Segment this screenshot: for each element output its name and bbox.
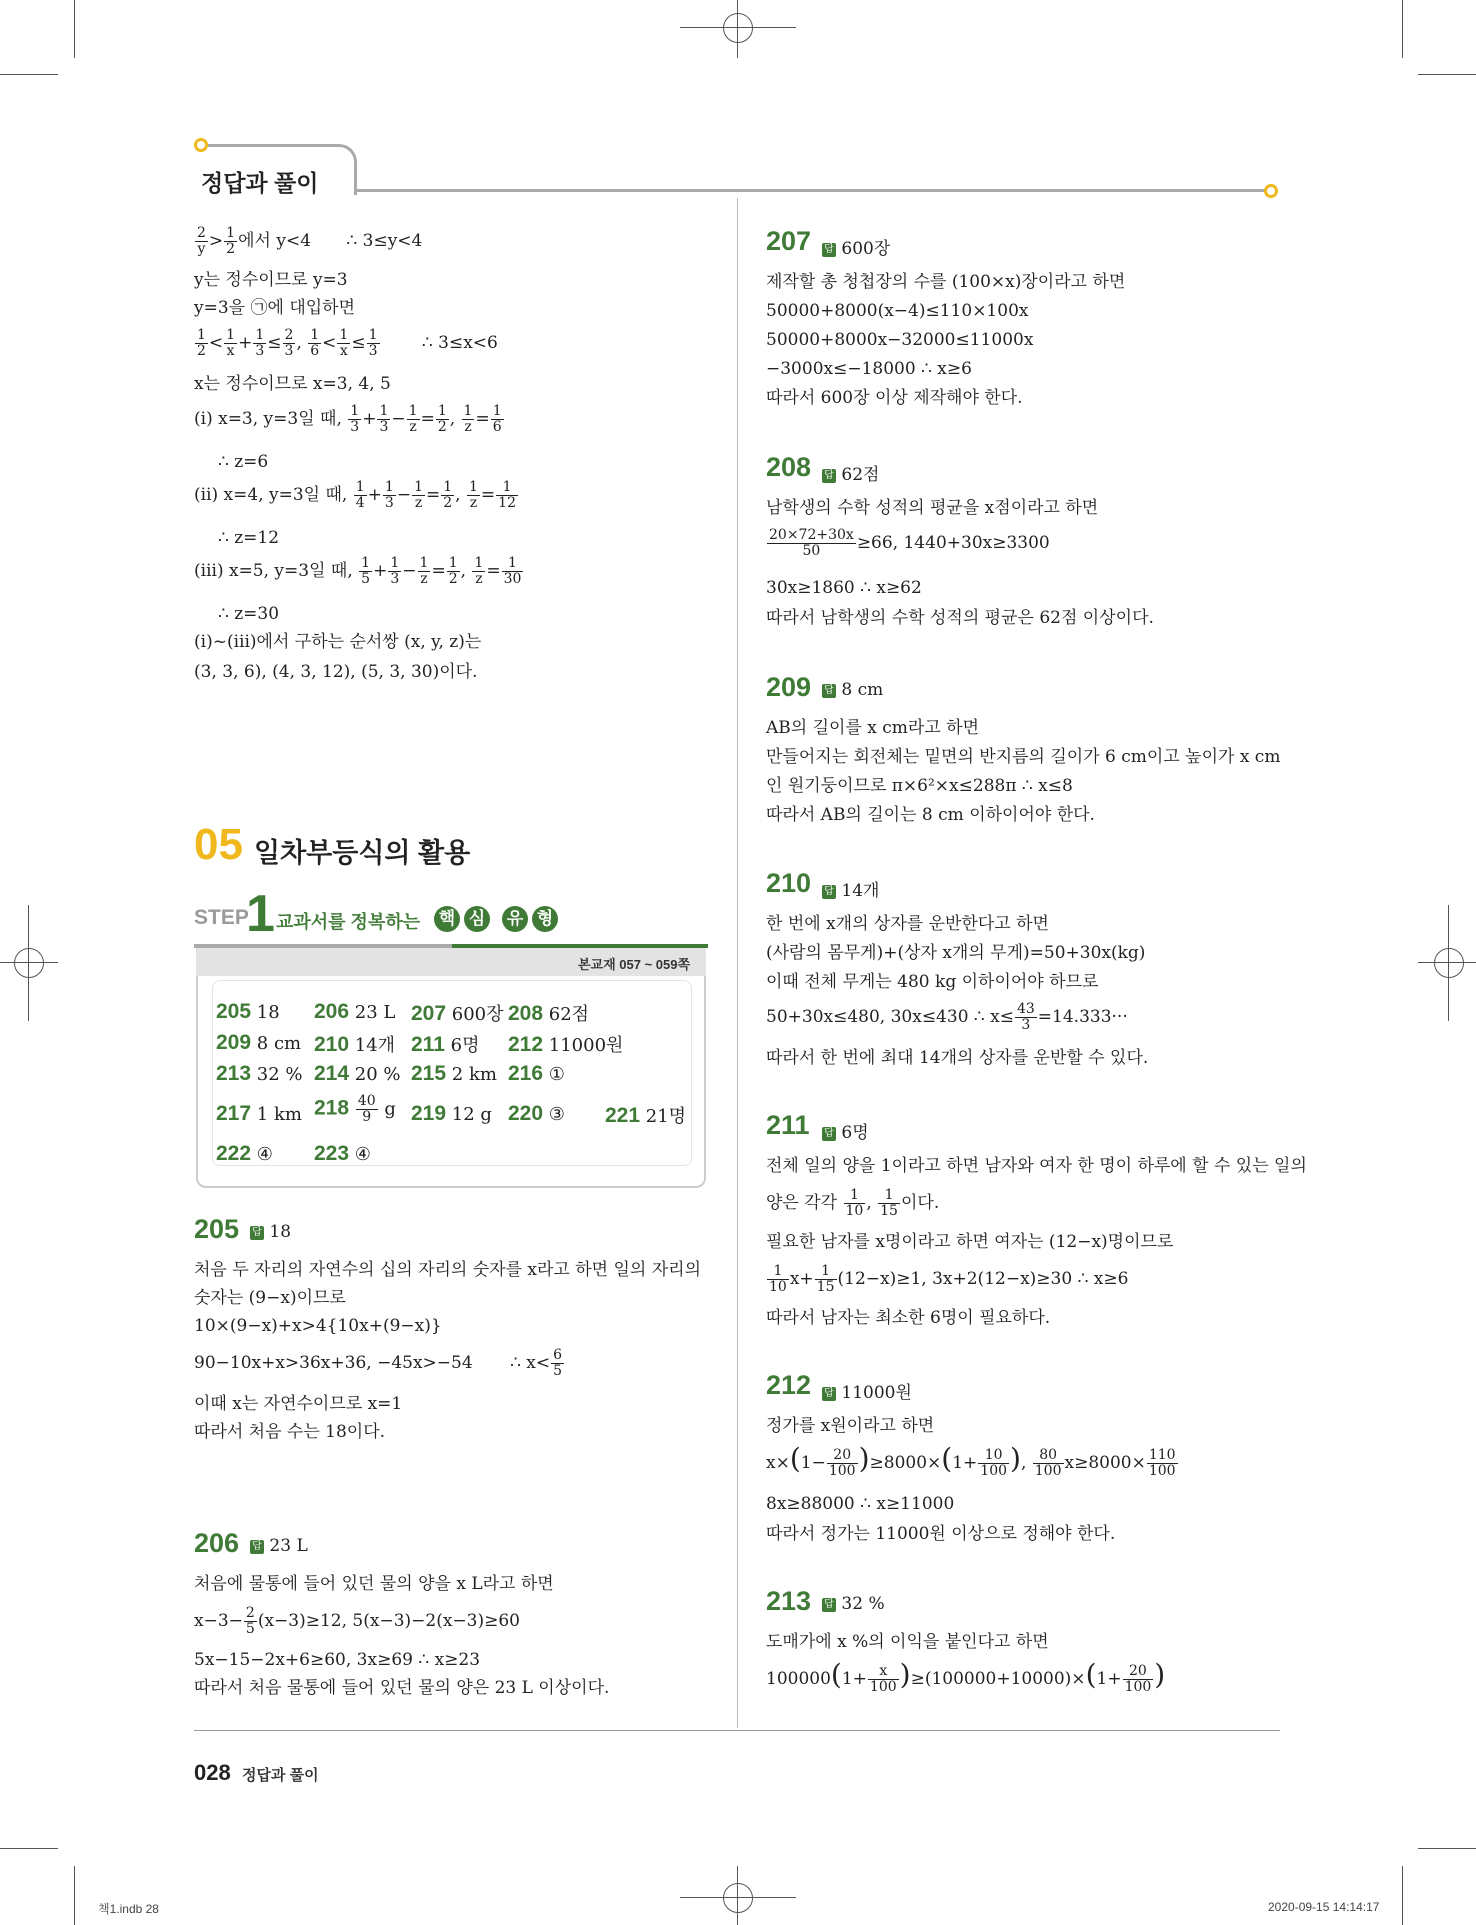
answer: 답 23 L	[250, 1536, 308, 1556]
answer: 답 600장	[822, 234, 890, 259]
text-line: y는 정수이므로 y=3	[194, 270, 348, 290]
math-line: 100000(1+ $\frac{x}{100}$ )≥(100000+10000)×(1+ $\frac{20}{100}$ )	[766, 1658, 1166, 1695]
header-rule	[208, 144, 334, 147]
solution-number: 207	[766, 226, 812, 256]
solution-number: 212	[766, 1370, 812, 1400]
text-line: 이때 전체 무게는 480 kg 이하이어야 하므로	[766, 972, 1099, 992]
text-line: 따라서 AB의 길이는 8 cm 이하이어야 한다.	[766, 805, 1095, 825]
column-divider	[737, 198, 738, 1728]
summary-item: 212 11000원	[508, 1033, 624, 1056]
math-line: 양은 각각 $\frac{1}{10}$ , $\frac{1}{15}$ 이다.	[766, 1187, 940, 1219]
file-info: 책1.indb 28	[98, 1902, 159, 1916]
text-line: (ⅰ)~(ⅲ)에서 구하는 순서쌍 (x, y, z)는	[194, 632, 482, 652]
crop-mark	[1402, 0, 1403, 58]
solution-207	[766, 226, 1286, 416]
answer-icon: 답	[822, 885, 836, 899]
tag-badge: 형	[532, 906, 558, 932]
solution-205	[194, 1214, 714, 1454]
text-line: 만들어지는 회전체는 밑면의 반지름의 길이가 6 cm이고 높이가 x cm	[766, 747, 1281, 767]
math-line: (ⅰ) x=3, y=3일 때, $\frac{1}{3}$ + $\frac{1}{3}$ − $\frac{1}{z}$ = $\frac{1}{2}$ , $\frac{1}{z}$ = $\frac{1}{6}$	[194, 403, 502, 435]
math-line: $\frac{20\times 72+30x}{50}$ ≥66, 1440+30x≥3300	[769, 527, 1050, 559]
solution-213	[766, 1586, 1286, 1716]
text-line: 따라서 정가는 11000원 이상으로 정해야 한다.	[766, 1524, 1116, 1544]
summary-item: 214 20 %	[314, 1062, 401, 1085]
answer-icon: 답	[822, 1598, 836, 1612]
solution-number: 205	[194, 1214, 240, 1244]
answer: 답 18	[250, 1222, 291, 1242]
math-line: x×(1− $\frac{20}{100}$ )≥8000×(1+ $\frac{10}{100}$ ), $\frac{80}{100}$ x≥8000× $\frac{110}{100}$	[766, 1442, 1176, 1479]
text-line: 5x−15−2x+6≥60, 3x≥69 ∴ x≥23	[194, 1650, 481, 1670]
registration-mark	[723, 1883, 753, 1913]
header-dot-icon	[1264, 184, 1278, 198]
text-line: 정가를 x원이라고 하면	[766, 1416, 935, 1436]
summary-item: 213 32 %	[216, 1062, 303, 1085]
text-line: 따라서 한 번에 최대 14개의 상자를 운반할 수 있다.	[766, 1048, 1149, 1068]
answer-icon: 답	[822, 243, 836, 257]
solution-209	[766, 672, 1286, 832]
math-line: 90−10x+x>36x+36, −45x>−54 ∴ x< $\frac{6}{5}$	[194, 1347, 563, 1379]
registration-mark	[723, 13, 753, 43]
summary-item: 217 1 km	[216, 1102, 302, 1125]
solution-206	[194, 1528, 714, 1718]
answer-icon: 답	[822, 1387, 836, 1401]
text-line: ∴ z=30	[218, 604, 280, 624]
math-line: $\frac{2}{y}$ > $\frac{1}{2}$ 에서 y<4 ∴ 3≤y<4	[197, 225, 423, 257]
text-line: −3000x≤−18000 ∴ x≥6	[766, 359, 972, 379]
text-line: AB의 길이를 x cm라고 하면	[766, 718, 979, 738]
step-desc: 교과서를 정복하는	[276, 912, 421, 932]
section-number: 05	[194, 820, 243, 869]
footer-title: 정답과 풀이	[242, 1767, 319, 1784]
math-line: 50+30x≤480, 30x≤430 ∴ x≤ $\frac{43}{3}$ =14.333···	[766, 1001, 1128, 1033]
crop-mark	[1402, 1866, 1403, 1925]
solution-number: 213	[766, 1586, 812, 1616]
page-title: 정답과 풀이	[201, 170, 319, 196]
text-line: 8x≥88000 ∴ x≥11000	[766, 1494, 955, 1514]
answer: 답 11000원	[822, 1378, 912, 1403]
solution-208	[766, 452, 1286, 642]
text-line: 따라서 600장 이상 제작해야 한다.	[766, 388, 1023, 408]
math-line: $\frac{1}{10}$ x+ $\frac{1}{15}$ (12−x)≥1, 3x+2(12−x)≥30 ∴ x≥6	[769, 1263, 1129, 1295]
step-label: STEP	[194, 906, 249, 929]
text-line: x는 정수이므로 x=3, 4, 5	[194, 374, 391, 394]
text-line: ∴ z=6	[218, 452, 269, 472]
text-line: 따라서 처음 물통에 들어 있던 물의 양은 23 L 이상이다.	[194, 1678, 610, 1698]
summary-item: 218 $\frac{40}{9}$ g	[314, 1093, 396, 1125]
summary-item: 206 23 L	[314, 1000, 396, 1023]
registration-mark	[680, 27, 796, 28]
text-line: ∴ z=12	[218, 528, 280, 548]
tag-badge: 유	[502, 906, 528, 932]
registration-mark	[0, 962, 58, 963]
text-line: 따라서 남학생의 수학 성적의 평균은 62점 이상이다.	[766, 608, 1154, 628]
text-line: (사람의 몸무게)+(상자 x개의 무게)=50+30x(kg)	[766, 943, 1146, 963]
solution-number: 211	[766, 1110, 810, 1140]
text-line: 도매가에 x %의 이익을 붙인다고 하면	[766, 1632, 1049, 1652]
crop-mark	[1418, 1848, 1476, 1849]
text-line: 숫자는 (9−x)이므로	[194, 1288, 346, 1308]
text-line: 처음 두 자리의 자연수의 십의 자리의 숫자를 x라고 하면 일의 자리의	[194, 1260, 702, 1280]
solution-number: 209	[766, 672, 812, 702]
left-continuation	[194, 222, 714, 692]
answer: 답 62점	[822, 460, 879, 485]
text-line: 인 원기둥이므로 π×6²×x≤288π ∴ x≤8	[766, 776, 1073, 796]
answer: 답 6명	[822, 1118, 869, 1143]
timestamp: 2020-09-15 14:14:17	[1268, 1900, 1380, 1914]
text-line: 필요한 남자를 x명이라고 하면 여자는 (12−x)명이므로	[766, 1232, 1174, 1252]
summary-item: 216 ①	[508, 1062, 565, 1085]
summary-item: 211 6명	[411, 1033, 480, 1056]
text-line: (3, 3, 6), (4, 3, 12), (5, 3, 30)이다.	[194, 662, 478, 682]
crop-mark	[1418, 74, 1476, 75]
solution-number: 208	[766, 452, 812, 482]
registration-mark	[1448, 905, 1449, 1021]
text-line: 따라서 처음 수는 18이다.	[194, 1422, 386, 1442]
registration-mark	[737, 0, 738, 58]
text-line: 30x≥1860 ∴ x≥62	[766, 578, 922, 598]
text-line: 50000+8000x−32000≤11000x	[766, 330, 1034, 350]
summary-item: 223 ④	[314, 1142, 371, 1165]
answer: 답 8 cm	[822, 680, 883, 700]
solution-number: 210	[766, 868, 812, 898]
math-line: (ⅱ) x=4, y=3일 때, $\frac{1}{4}$ + $\frac{1}{3}$ − $\frac{1}{z}$ = $\frac{1}{2}$ , $\frac{1}{z}$ = $\frac{1}{12}$	[194, 479, 516, 511]
page-number: 028	[194, 1760, 231, 1785]
registration-mark	[680, 1897, 796, 1898]
registration-mark	[14, 948, 44, 978]
text-line: 한 번에 x개의 상자를 운반한다고 하면	[766, 914, 1049, 934]
textbook-pages: 본교재 057 ~ 059쪽	[578, 957, 691, 972]
header-dot-icon	[194, 138, 208, 152]
header-rule	[354, 189, 1266, 192]
summary-item: 221 21명	[605, 1104, 687, 1127]
solution-212	[766, 1370, 1286, 1550]
summary-item: 215 2 km	[411, 1062, 497, 1085]
math-line: $\frac{1}{2}$ < $\frac{1}{x}$ + $\frac{1}{3}$ ≤ $\frac{2}{3}$ , $\frac{1}{6}$ < $\frac{1}{x}$ ≤ $\frac{1}{3}$ ∴ 3≤x<6	[197, 327, 498, 359]
step-tags	[434, 906, 562, 932]
summary-item: 220 ③	[508, 1102, 565, 1125]
math-line: x−3− $\frac{2}{5}$ (x−3)≥12, 5(x−3)−2(x−3)≥60	[194, 1605, 520, 1637]
summary-item: 219 12 g	[411, 1102, 492, 1125]
solution-number: 206	[194, 1528, 240, 1558]
registration-mark	[1418, 962, 1476, 963]
answer: 답 14개	[822, 876, 879, 901]
text-line: 남학생의 수학 성적의 평균을 x점이라고 하면	[766, 498, 1099, 518]
summary-item: 222 ④	[216, 1142, 273, 1165]
crop-mark	[0, 74, 58, 75]
header-rule	[332, 144, 357, 195]
answer-icon: 답	[822, 1127, 836, 1141]
footer-rule	[194, 1730, 1280, 1731]
crop-mark	[74, 1866, 75, 1925]
registration-mark	[1434, 948, 1464, 978]
step-number: 1	[246, 885, 275, 943]
answer: 답 32 %	[822, 1594, 885, 1614]
text-line: y=3을 ㉠에 대입하면	[194, 298, 356, 318]
summary-item: 205 18	[216, 1000, 280, 1023]
answer-icon: 답	[250, 1226, 264, 1240]
text-line: 10×(9−x)+x>4{10x+(9−x)}	[194, 1316, 442, 1336]
summary-item: 210 14개	[314, 1033, 396, 1056]
crop-mark	[74, 0, 75, 58]
answer-icon: 답	[250, 1540, 264, 1554]
registration-mark	[737, 1866, 738, 1925]
summary-item: 208 62점	[508, 1002, 590, 1025]
math-line: (ⅲ) x=5, y=3일 때, $\frac{1}{5}$ + $\frac{1}{3}$ − $\frac{1}{z}$ = $\frac{1}{2}$ , $\frac{1}{z}$ = $\frac{1}{30}$	[194, 555, 522, 587]
text-line: 전체 일의 양을 1이라고 하면 남자와 여자 한 명이 하루에 할 수 있는 일의	[766, 1156, 1307, 1176]
summary-item: 209 8 cm	[216, 1031, 302, 1054]
text-line: 처음에 물통에 들어 있던 물의 양을 x L라고 하면	[194, 1574, 554, 1594]
text-line: 이때 x는 자연수이므로 x=1	[194, 1394, 403, 1414]
crop-mark	[0, 1848, 58, 1849]
text-line: 50000+8000(x−4)≤110×100x	[766, 301, 1029, 321]
text-line: 제작할 총 청첩장의 수를 (100×x)장이라고 하면	[766, 272, 1126, 292]
solution-211	[766, 1110, 1307, 1340]
answer-icon: 답	[822, 469, 836, 483]
section-title: 일차부등식의 활용	[254, 838, 471, 868]
solution-210	[766, 868, 1286, 1078]
summary-item: 207 600장	[411, 1002, 504, 1025]
answer-icon: 답	[822, 684, 836, 698]
tag-badge: 심	[464, 906, 490, 932]
text-line: 따라서 남자는 최소한 6명이 필요하다.	[766, 1308, 1051, 1328]
registration-mark	[28, 905, 29, 1021]
tag-badge: 핵	[434, 906, 460, 932]
